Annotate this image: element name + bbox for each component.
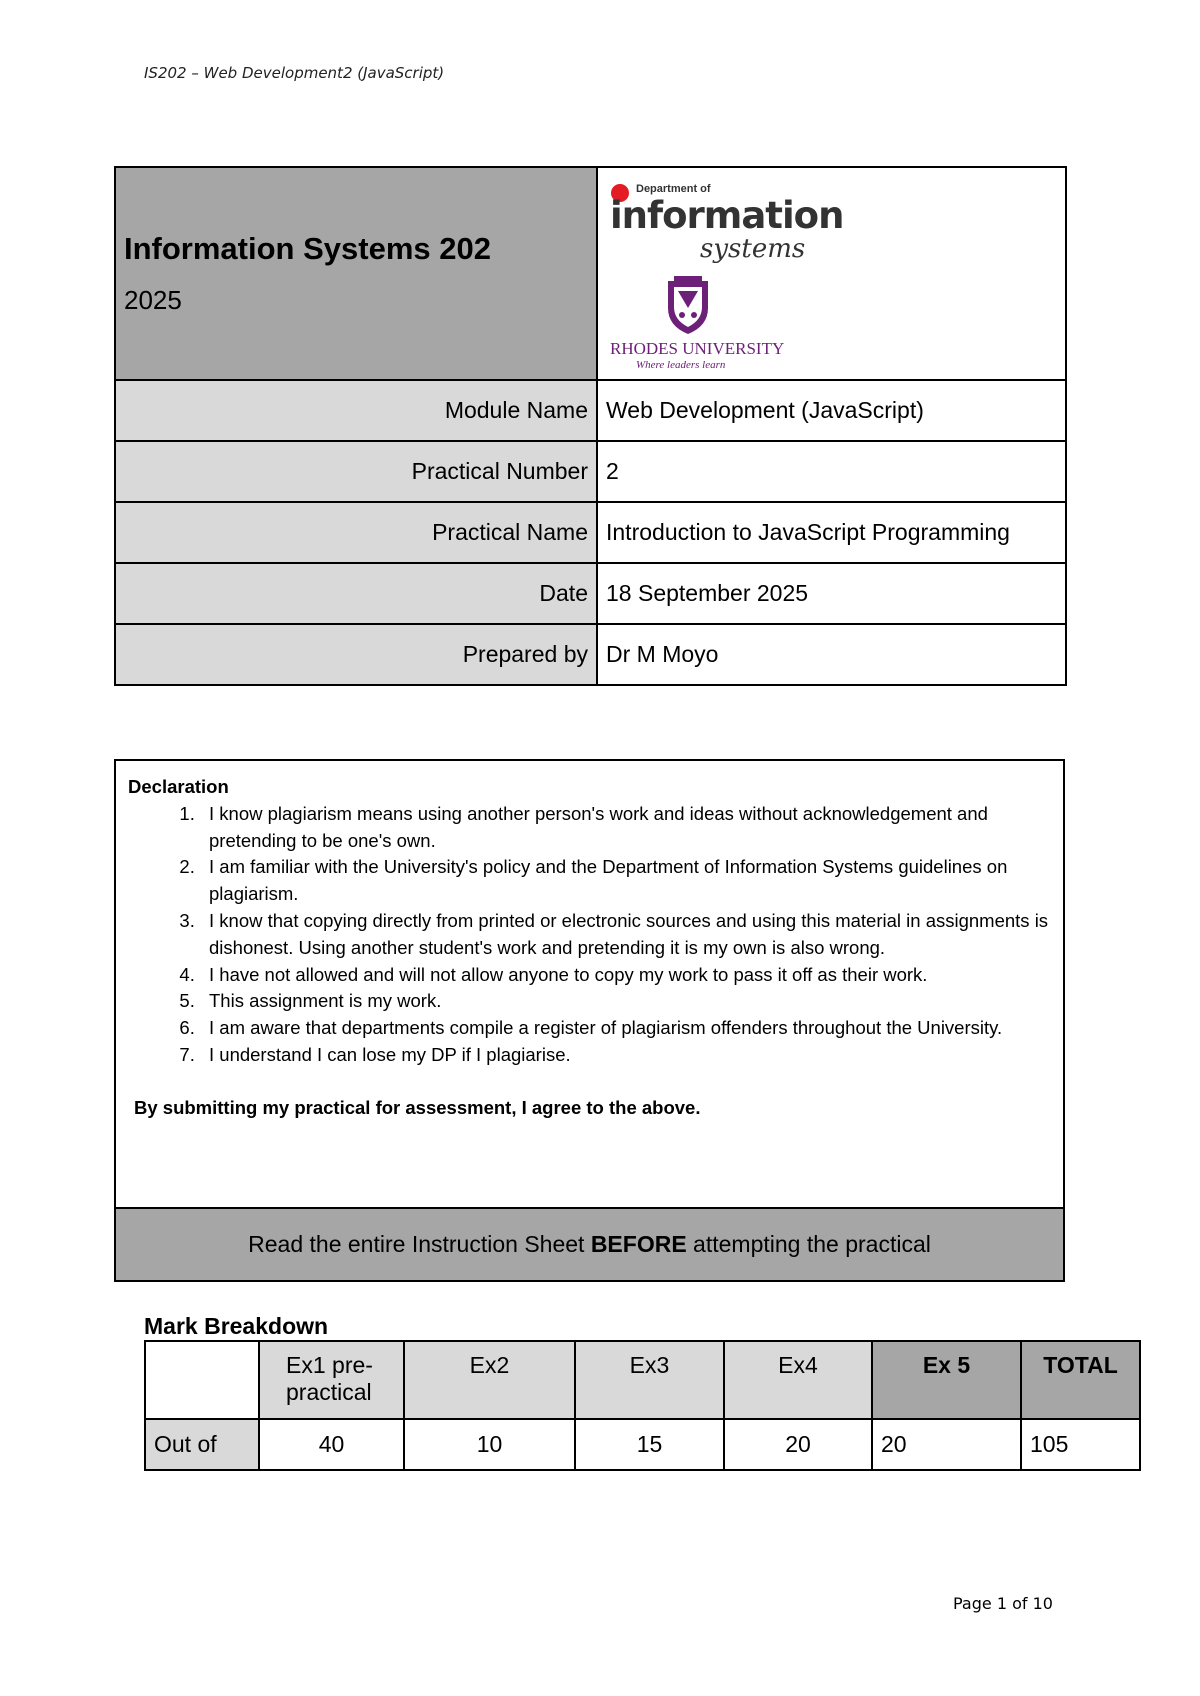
mark-value-ex5: 20 [872,1419,1021,1470]
column-header-ex2: Ex2 [404,1341,575,1419]
column-header-ex1: Ex1 pre-practical [259,1341,404,1419]
mark-breakdown-heading: Mark Breakdown [144,1313,329,1339]
department-logo [608,178,848,371]
logo-university-name: RHODES UNIVERSITY [610,339,785,358]
declaration-item: 6. I am aware that departments compile a register of plagiarism offenders throughout the University. [200,1015,1050,1042]
declaration-item: 1. I know plagiarism means using another person's work and ideas without acknowledgement and pretending to be one's own. [200,801,1050,855]
course-year: 2025 [124,285,182,315]
practical-number-label: Practical Number [115,441,597,502]
course-title: Information Systems 202 [124,231,491,266]
cover-table [114,166,1067,686]
module-name-label: Module Name [115,380,597,441]
column-header-ex4: Ex4 [724,1341,872,1419]
logo-cell [597,167,1066,380]
mark-value-total: 105 [1021,1419,1140,1470]
prepared-by-value: Dr M Moyo [597,624,1066,685]
logo-word-information: information [610,194,844,237]
declaration-item: 4. I have not allowed and will not allow anyone to copy my work to pass it off as their work. [200,962,1050,989]
mark-breakdown-table [144,1340,1141,1471]
banner-text-after: attempting the practical [686,1231,931,1257]
mark-value-ex1: 40 [259,1419,404,1470]
practical-name-label: Practical Name [115,502,597,563]
logo-dept-prefix: Department of [636,183,711,195]
practical-name-value: Introduction to JavaScript Programming [597,502,1066,563]
declaration-item: 2. I am familiar with the University's policy and the Department of Information Systems guidelines on plagiarism. [200,854,1050,908]
date-label: Date [115,563,597,624]
declaration-list [128,801,1050,1069]
column-header-ex5: Ex 5 [872,1341,1021,1419]
university-crest-icon [668,276,708,334]
banner-text-before: Read the entire Instruction Sheet [248,1231,591,1257]
declaration-item: 3. I know that copying directly from printed or electronic sources and using this material in assignments is dishonest. Using another student's work and pretending it is my own is also wrong. [200,908,1050,962]
declaration-agreement: By submitting my practical for assessment, I agree to the above. [134,1096,701,1118]
mark-value-ex3: 15 [575,1419,724,1470]
prepared-by-label: Prepared by [115,624,597,685]
banner-emphasis: BEFORE [590,1231,687,1257]
declaration-box [114,759,1065,1282]
cover-title-cell [115,167,597,380]
column-header-total: TOTAL [1021,1341,1140,1419]
mark-value-ex4: 20 [724,1419,872,1470]
mark-table-corner [145,1341,259,1419]
running-header: IS202 – Web Development2 (JavaScript) [144,64,445,82]
module-name-value: Web Development (JavaScript) [597,380,1066,441]
logo-word-systems: systems [700,234,806,264]
mark-value-ex2: 10 [404,1419,575,1470]
date-value: 18 September 2025 [597,563,1066,624]
row-label-out-of: Out of [145,1419,259,1470]
declaration-item: 5. This assignment is my work. [200,988,1050,1015]
declaration-heading: Declaration [128,776,229,797]
read-instructions-banner [116,1207,1063,1280]
practical-number-value: 2 [597,441,1066,502]
column-header-ex3: Ex3 [575,1341,724,1419]
page-number: Page 1 of 10 [953,1594,1053,1613]
declaration-item: 7. I understand I can lose my DP if I plagiarise. [200,1042,1050,1069]
logo-motto: Where leaders learn [636,359,726,371]
